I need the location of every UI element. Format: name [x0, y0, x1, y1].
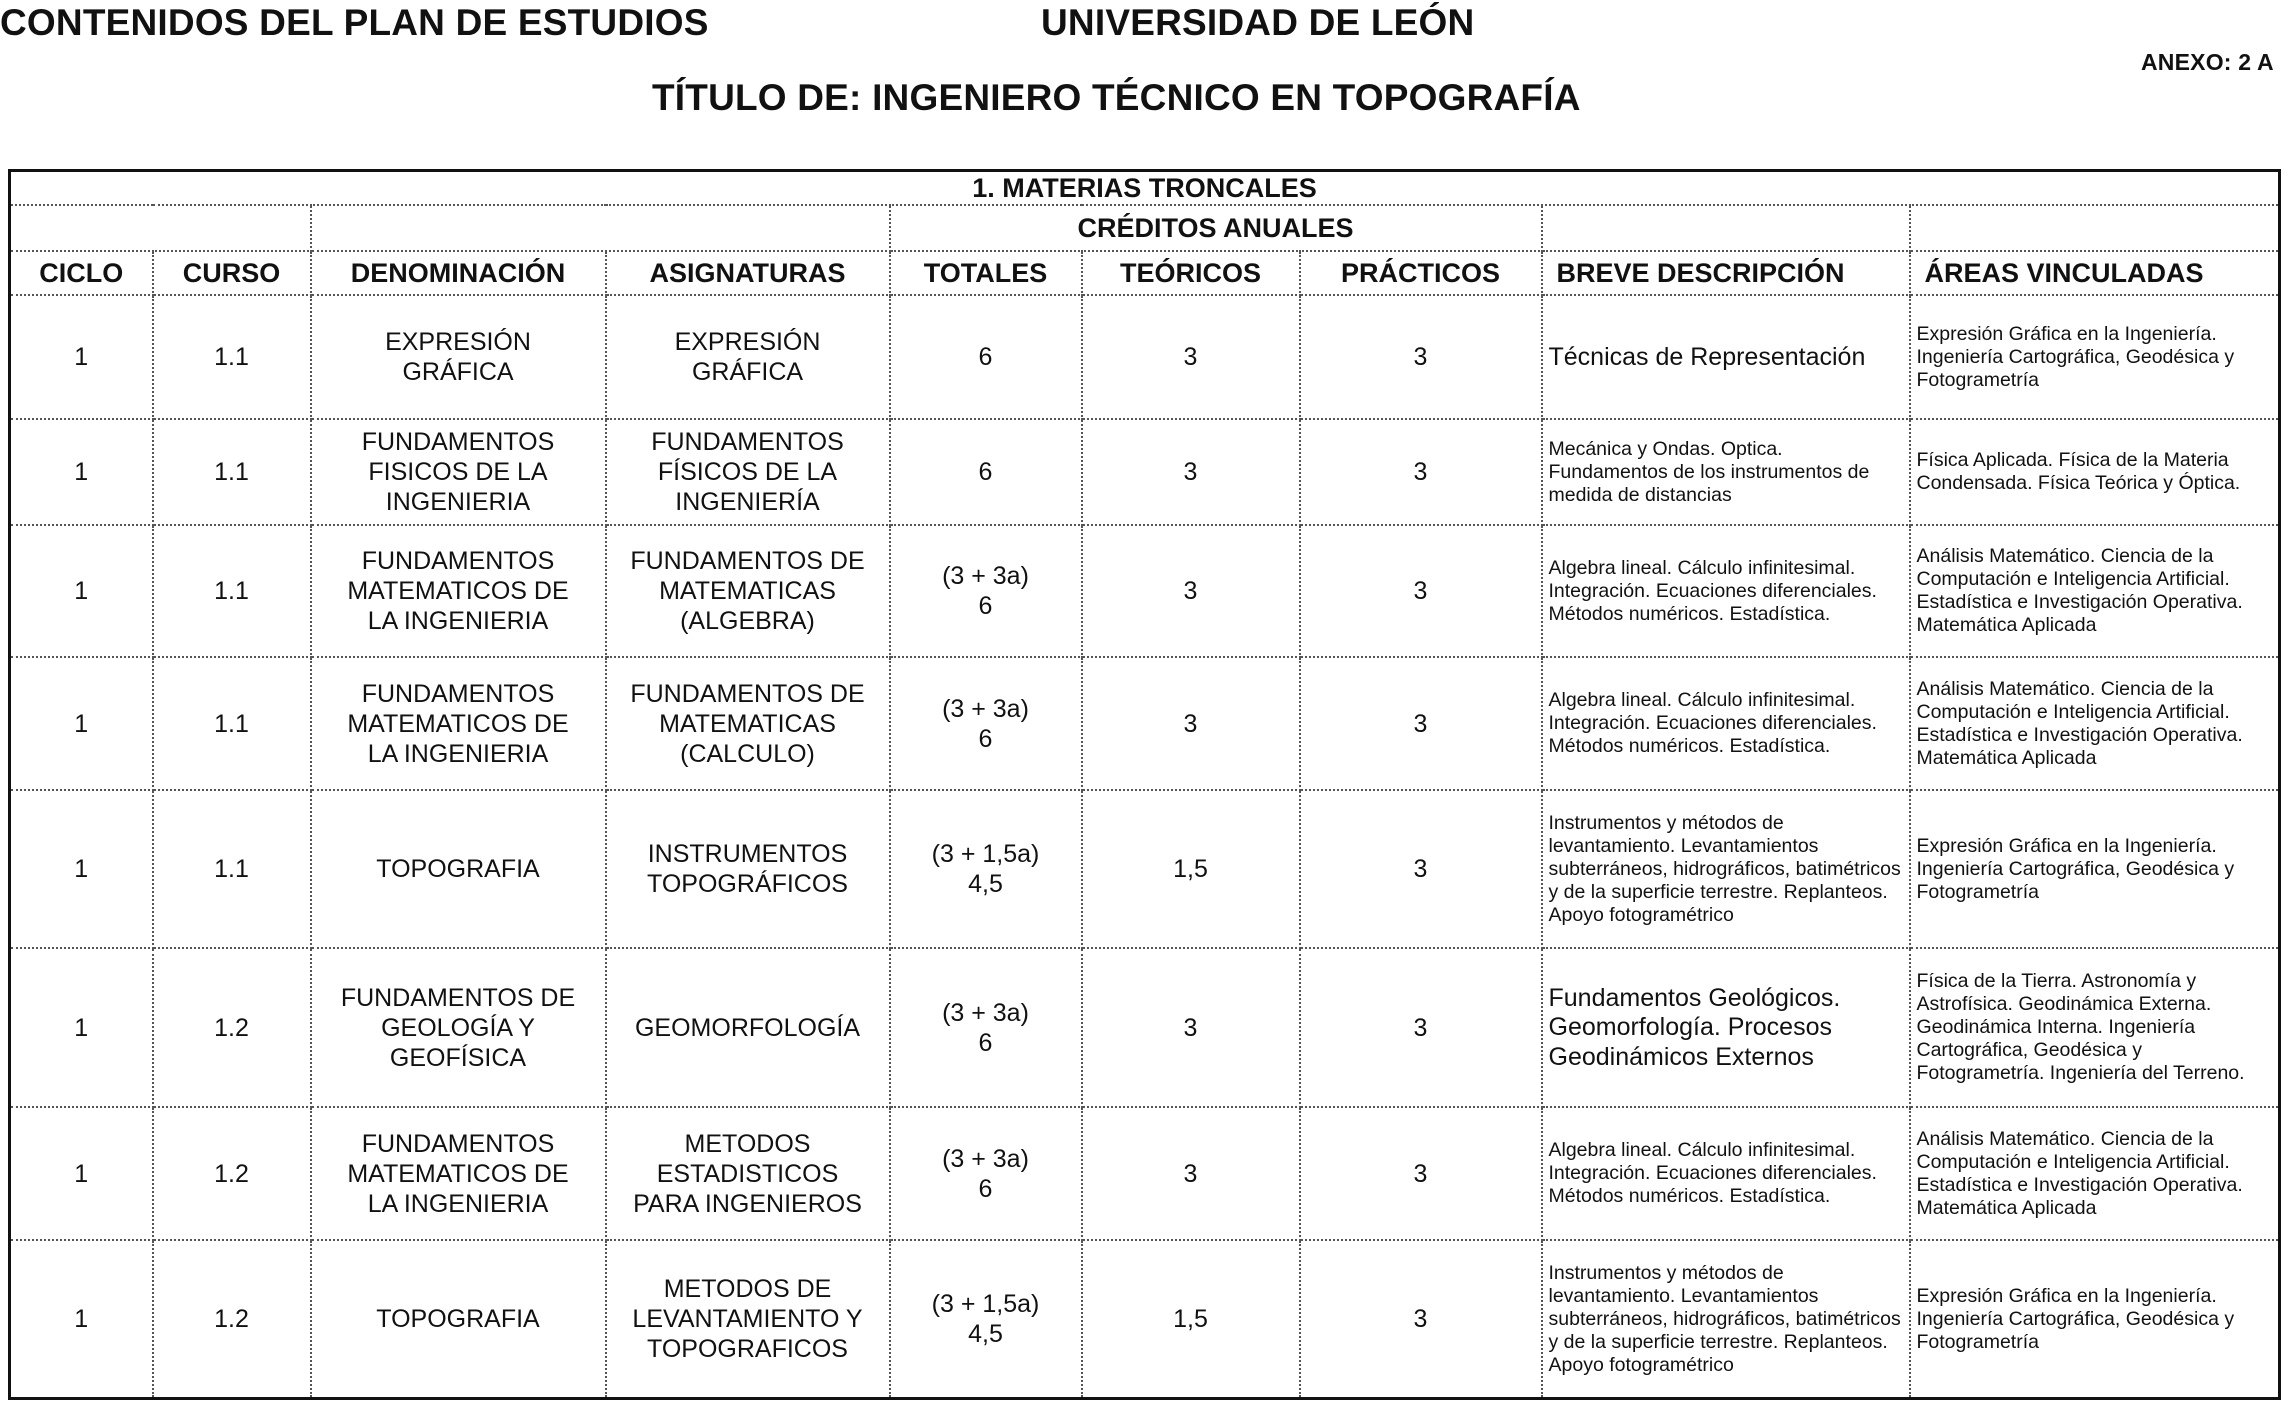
table-row [10, 295, 2280, 419]
cell-areas: Física de la Tierra. Astronomía y Astrofísica. Geodinámica Externa. Geodinámica Interna. Ingeniería Cartográfica, Geodésica y Fotogrametría. Ingeniería del Terreno. [1910, 948, 2280, 1107]
col-header-descripcion: BREVE DESCRIPCIÓN [1542, 251, 1910, 295]
cell-practicos: 3 [1300, 1240, 1542, 1398]
cell-denominacion: FUNDAMENTOS MATEMATICOS DE LA INGENIERIA [311, 525, 606, 657]
col-header-asignaturas: ASIGNATURAS [606, 251, 890, 295]
section-title: 1. MATERIAS TRONCALES [10, 171, 2280, 206]
cell-teoricos: 3 [1082, 1107, 1300, 1240]
cell-descripcion: Algebra lineal. Cálculo infinitesimal. Integración. Ecuaciones diferenciales. Métodos numéricos. Estadística. [1542, 1107, 1910, 1240]
cell-practicos: 3 [1300, 790, 1542, 948]
table-row [10, 790, 2280, 948]
group-spacer-left [10, 205, 311, 251]
column-header-row [10, 251, 2280, 295]
cell-totales: (3 + 3a) 6 [890, 657, 1082, 790]
cell-descripcion: Algebra lineal. Cálculo infinitesimal. Integración. Ecuaciones diferenciales. Métodos numéricos. Estadística. [1542, 525, 1910, 657]
cell-descripcion: Instrumentos y métodos de levantamiento. Levantamientos subterráneos, hidrográficos, batimétricos y de la superficie terrestre. Replanteos. Apoyo fotogramétrico [1542, 790, 1910, 948]
degree-title: TÍTULO DE: INGENIERO TÉCNICO EN TOPOGRAFÍA [652, 77, 1581, 118]
annex-label: ANEXO: 2 A [2141, 49, 2274, 75]
cell-denominacion: FUNDAMENTOS DE GEOLOGÍA Y GEOFÍSICA [311, 948, 606, 1107]
cell-denominacion: FUNDAMENTOS MATEMATICOS DE LA INGENIERIA [311, 657, 606, 790]
cell-practicos: 3 [1300, 295, 1542, 419]
cell-descripcion: Algebra lineal. Cálculo infinitesimal. Integración. Ecuaciones diferenciales. Métodos numéricos. Estadística. [1542, 657, 1910, 790]
table-row [10, 419, 2280, 525]
cell-asignaturas: INSTRUMENTOS TOPOGRÁFICOS [606, 790, 890, 948]
cell-teoricos: 3 [1082, 295, 1300, 419]
cell-denominacion: EXPRESIÓN GRÁFICA [311, 295, 606, 419]
cell-ciclo: 1 [10, 1240, 153, 1398]
cell-areas: Expresión Gráfica en la Ingeniería. Ingeniería Cartográfica, Geodésica y Fotogrametría [1910, 1240, 2280, 1398]
cell-denominacion: TOPOGRAFIA [311, 790, 606, 948]
cell-curso: 1.2 [153, 1240, 311, 1398]
cell-ciclo: 1 [10, 419, 153, 525]
group-spacer-areas [1910, 205, 2280, 251]
cell-denominacion: FUNDAMENTOS FISICOS DE LA INGENIERIA [311, 419, 606, 525]
cell-teoricos: 3 [1082, 948, 1300, 1107]
cell-totales: (3 + 3a) 6 [890, 1107, 1082, 1240]
cell-descripcion: Técnicas de Representación [1542, 295, 1910, 419]
cell-practicos: 3 [1300, 525, 1542, 657]
cell-areas: Expresión Gráfica en la Ingeniería. Ingeniería Cartográfica, Geodésica y Fotogrametría [1910, 295, 2280, 419]
cell-curso: 1.2 [153, 948, 311, 1107]
cell-totales: (3 + 3a) 6 [890, 525, 1082, 657]
cell-areas: Análisis Matemático. Ciencia de la Computación e Inteligencia Artificial. Estadística e Investigación Operativa. Matemática Aplicada [1910, 525, 2280, 657]
cell-asignaturas: EXPRESIÓN GRÁFICA [606, 295, 890, 419]
cell-ciclo: 1 [10, 525, 153, 657]
col-header-totales: TOTALES [890, 251, 1082, 295]
cell-ciclo: 1 [10, 790, 153, 948]
cell-areas: Expresión Gráfica en la Ingeniería. Ingeniería Cartográfica, Geodésica y Fotogrametría [1910, 790, 2280, 948]
cell-asignaturas: FUNDAMENTOS DE MATEMATICAS (CALCULO) [606, 657, 890, 790]
table-row [10, 525, 2280, 657]
cell-teoricos: 3 [1082, 419, 1300, 525]
group-spacer-desc [1542, 205, 1910, 251]
cell-asignaturas: FUNDAMENTOS FÍSICOS DE LA INGENIERÍA [606, 419, 890, 525]
credits-group-row [10, 205, 2280, 251]
cell-descripcion: Mecánica y Ondas. Optica. Fundamentos de los instrumentos de medida de distancias [1542, 419, 1910, 525]
cell-practicos: 3 [1300, 948, 1542, 1107]
cell-teoricos: 1,5 [1082, 1240, 1300, 1398]
university-name: UNIVERSIDAD DE LEÓN [1041, 2, 1475, 43]
cell-totales: (3 + 1,5a) 4,5 [890, 790, 1082, 948]
cell-curso: 1.1 [153, 525, 311, 657]
cell-totales: (3 + 1,5a) 4,5 [890, 1240, 1082, 1398]
cell-practicos: 3 [1300, 657, 1542, 790]
col-header-teoricos: TEÓRICOS [1082, 251, 1300, 295]
cell-asignaturas: GEOMORFOLOGÍA [606, 948, 890, 1107]
cell-totales: 6 [890, 419, 1082, 525]
col-header-practicos: PRÁCTICOS [1300, 251, 1542, 295]
cell-ciclo: 1 [10, 1107, 153, 1240]
cell-ciclo: 1 [10, 948, 153, 1107]
cell-curso: 1.1 [153, 657, 311, 790]
credits-group-title: CRÉDITOS ANUALES [890, 205, 1542, 251]
col-header-curso: CURSO [153, 251, 311, 295]
col-header-ciclo: CICLO [10, 251, 153, 295]
cell-teoricos: 3 [1082, 525, 1300, 657]
cell-curso: 1.2 [153, 1107, 311, 1240]
cell-areas: Análisis Matemático. Ciencia de la Computación e Inteligencia Artificial. Estadística e Investigación Operativa. Matemática Aplicada [1910, 1107, 2280, 1240]
cell-denominacion: TOPOGRAFIA [311, 1240, 606, 1398]
cell-curso: 1.1 [153, 790, 311, 948]
cell-asignaturas: FUNDAMENTOS DE MATEMATICAS (ALGEBRA) [606, 525, 890, 657]
cell-asignaturas: METODOS ESTADISTICOS PARA INGENIEROS [606, 1107, 890, 1240]
table-row [10, 1240, 2280, 1398]
cell-denominacion: FUNDAMENTOS MATEMATICOS DE LA INGENIERIA [311, 1107, 606, 1240]
group-spacer-mid [311, 205, 890, 251]
curriculum-table [8, 169, 2281, 1400]
cell-ciclo: 1 [10, 657, 153, 790]
col-header-areas: ÁREAS VINCULADAS [1910, 251, 2280, 295]
table-row [10, 948, 2280, 1107]
section-header-row [10, 171, 2280, 206]
cell-ciclo: 1 [10, 295, 153, 419]
plan-contents-title: CONTENIDOS DEL PLAN DE ESTUDIOS [0, 2, 709, 43]
cell-totales: 6 [890, 295, 1082, 419]
cell-practicos: 3 [1300, 1107, 1542, 1240]
cell-curso: 1.1 [153, 295, 311, 419]
cell-areas: Física Aplicada. Física de la Materia Condensada. Física Teórica y Óptica. [1910, 419, 2280, 525]
cell-totales: (3 + 3a) 6 [890, 948, 1082, 1107]
cell-descripcion: Instrumentos y métodos de levantamiento. Levantamientos subterráneos, hidrográficos, batimétricos y de la superficie terrestre. Replanteos. Apoyo fotogramétrico [1542, 1240, 1910, 1398]
cell-curso: 1.1 [153, 419, 311, 525]
table-row [10, 657, 2280, 790]
cell-descripcion: Fundamentos Geológicos. Geomorfología. Procesos Geodinámicos Externos [1542, 948, 1910, 1107]
cell-teoricos: 1,5 [1082, 790, 1300, 948]
cell-asignaturas: METODOS DE LEVANTAMIENTO Y TOPOGRAFICOS [606, 1240, 890, 1398]
cell-teoricos: 3 [1082, 657, 1300, 790]
cell-practicos: 3 [1300, 419, 1542, 525]
cell-areas: Análisis Matemático. Ciencia de la Computación e Inteligencia Artificial. Estadística e Investigación Operativa. Matemática Aplicada [1910, 657, 2280, 790]
col-header-denominacion: DENOMINACIÓN [311, 251, 606, 295]
table-row [10, 1107, 2280, 1240]
